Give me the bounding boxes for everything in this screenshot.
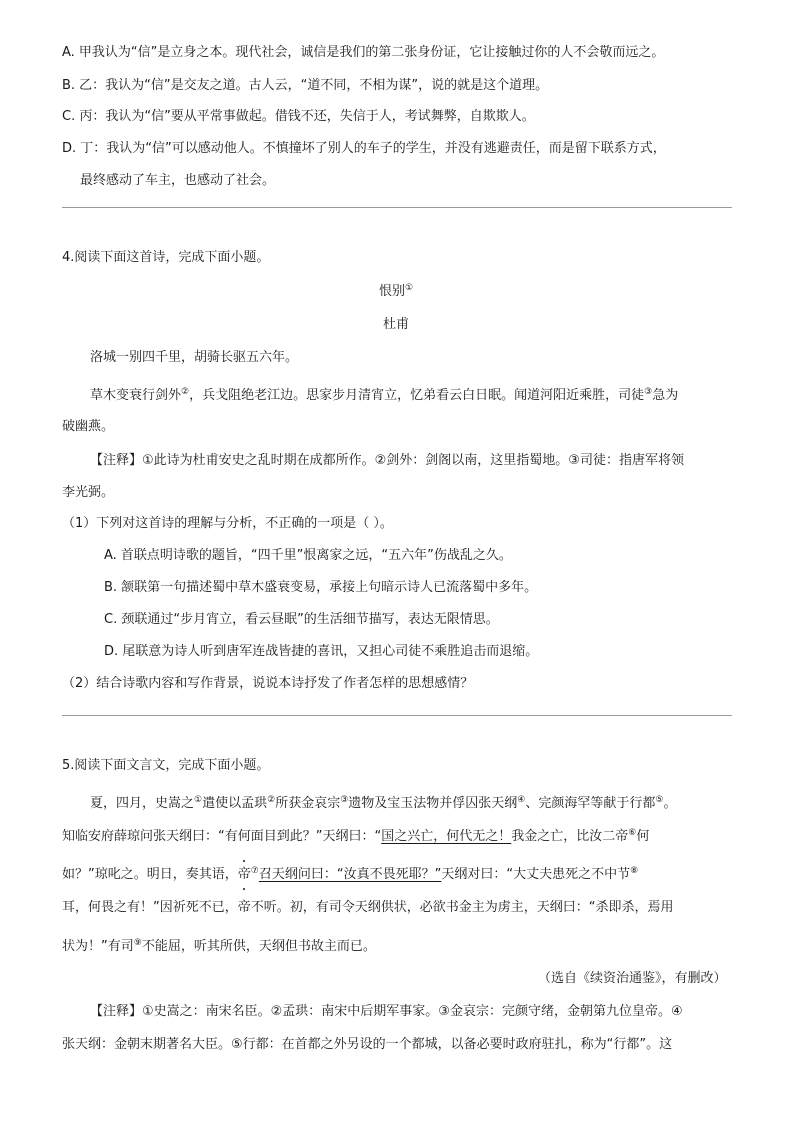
footnote-marker: ① <box>194 795 203 805</box>
q4-subquestion-2: （2）结合诗歌内容和写作背景，说说本诗抒发了作者怎样的思想感情？ <box>62 676 474 691</box>
footnote-marker: ④ <box>517 795 526 805</box>
footnote-marker: ⑧ <box>630 866 639 876</box>
q4-option-d: D. 尾联意为诗人听到唐军连战皆捷的喜讯，又担心司徒不乘胜追击而退缩。 <box>104 644 539 659</box>
passage-line-1: 夏，四月，史嵩之①遣使以孟珙②所获金哀宗③遗物及宝玉法物并俘囚张天纲④、完颜海罕等献于行都⑤。 <box>90 795 677 811</box>
passage-source: （选自《续资治通鉴》，有删改） <box>538 971 727 986</box>
poem-notes: 【注释】①此诗为杜甫安史之乱时期在成都所作。②剑外：剑阁以南，这里指蜀地。③司徒：指唐军将领 <box>90 453 684 468</box>
underlined-sentence-1: 国之兴亡，何代无之！ <box>381 829 512 844</box>
passage-line-2: 知临安府薛琼问张天纲曰：“有何面目到此？”天纲曰：“国之兴亡，何代无之！我金之亡，比汝二帝⑥何 <box>62 828 650 844</box>
passage-line-4: 耳，何畏之有！”因祈死不已，帝不听。初，有司令天纲供状，必欲书金主为虏主，天纲曰：“杀即杀，焉用 <box>62 900 674 915</box>
q3-option-d: D. 丁：我认为“信”可以感动他人。不慎撞坏了别人的车子的学生，并没有逃避责任，而是留下联系方式， <box>62 141 666 156</box>
footnote-marker: ⑨ <box>133 938 142 948</box>
passage-line-3: 如？”琼叱之。明日，奏其语，帝⑦召天纲问曰：“汝真不畏死耶？”天纲对曰：“大丈夫患死之不中节⑧ <box>62 866 639 882</box>
poem-line-1: 洛城一别四千里，胡骑长驱五六年。 <box>90 350 299 365</box>
footnote-marker: ③ <box>340 795 349 805</box>
q3-option-b: B. 乙：我认为“信”是交友之道。古人云，“道不同，不相为谋”，说的就是这个道理。 <box>62 78 549 93</box>
q4-instruction: 4.阅读下面这首诗，完成下面小题。 <box>62 250 270 265</box>
footnote-marker: ⑦ <box>250 866 259 876</box>
passage-notes-continued: 张天纲：金朝末期著名大臣。⑤行都：在首都之外另设的一个都城，以备必要时政府驻扎，称为“行都”。这 <box>62 1037 673 1052</box>
section-divider <box>62 207 732 208</box>
poem-title: 恨别① <box>378 283 414 299</box>
footnote-marker: ③ <box>644 387 653 397</box>
section-divider <box>62 715 732 716</box>
q4-subquestion-1: （1）下列对这首诗的理解与分析，不正确的一项是（ ）。 <box>62 516 393 531</box>
q3-option-a: A. 甲我认为“信”是立身之本。现代社会，诚信是我们的第二张身份证，它让接触过你的人不会敬而远之。 <box>62 45 665 60</box>
footnote-marker: ② <box>181 387 190 397</box>
poem-line-3: 破幽燕。 <box>62 419 115 434</box>
q4-option-c: C. 颈联通过“步月宵立，看云昼眠”的生活细节描写，表达无限情思。 <box>104 612 499 627</box>
footnote-marker: ⑤ <box>655 795 664 805</box>
poem-author: 杜甫 <box>382 317 409 332</box>
q3-option-d-continued: 最终感动了车主，也感动了社会。 <box>80 173 276 188</box>
q5-instruction: 5.阅读下面文言文，完成下面小题。 <box>62 758 270 773</box>
footnote-marker: ② <box>267 795 276 805</box>
footnote-marker: ⑥ <box>628 828 637 838</box>
q4-option-b: B. 颔联第一句描述蜀中草木盛衰变易，承接上句暗示诗人已流落蜀中多年。 <box>104 580 538 595</box>
footnote-marker: ① <box>404 283 414 293</box>
passage-line-5: 状为！”有司⑨不能屈，听其所供，天纲但书故主而已。 <box>62 938 376 954</box>
passage-notes: 【注释】①史嵩之：南宋名臣。②孟珙：南宋中后期军事家。③金哀宗：完颜守绪，金朝第九位皇帝。④ <box>90 1004 683 1019</box>
poem-notes-continued: 李光弼。 <box>62 485 115 500</box>
q4-option-a: A. 首联点明诗歌的题旨，“四千里”恨离家之远，“五六年”伤战乱之久。 <box>104 548 512 563</box>
poem-line-2: 草木变衰行剑外②，兵戈阻绝老江边。思家步月清宵立，忆弟看云白日眠。闻道河阳近乘胜，司徒③急为 <box>90 387 679 403</box>
dotted-word-di: 帝 <box>237 867 251 882</box>
q3-option-c: C. 丙：我认为“信”要从平常事做起。借钱不还，失信于人，考试舞弊，自欺欺人。 <box>62 109 535 124</box>
underlined-sentence-2: 召天纲问曰：“汝真不畏死耶？” <box>258 867 442 882</box>
